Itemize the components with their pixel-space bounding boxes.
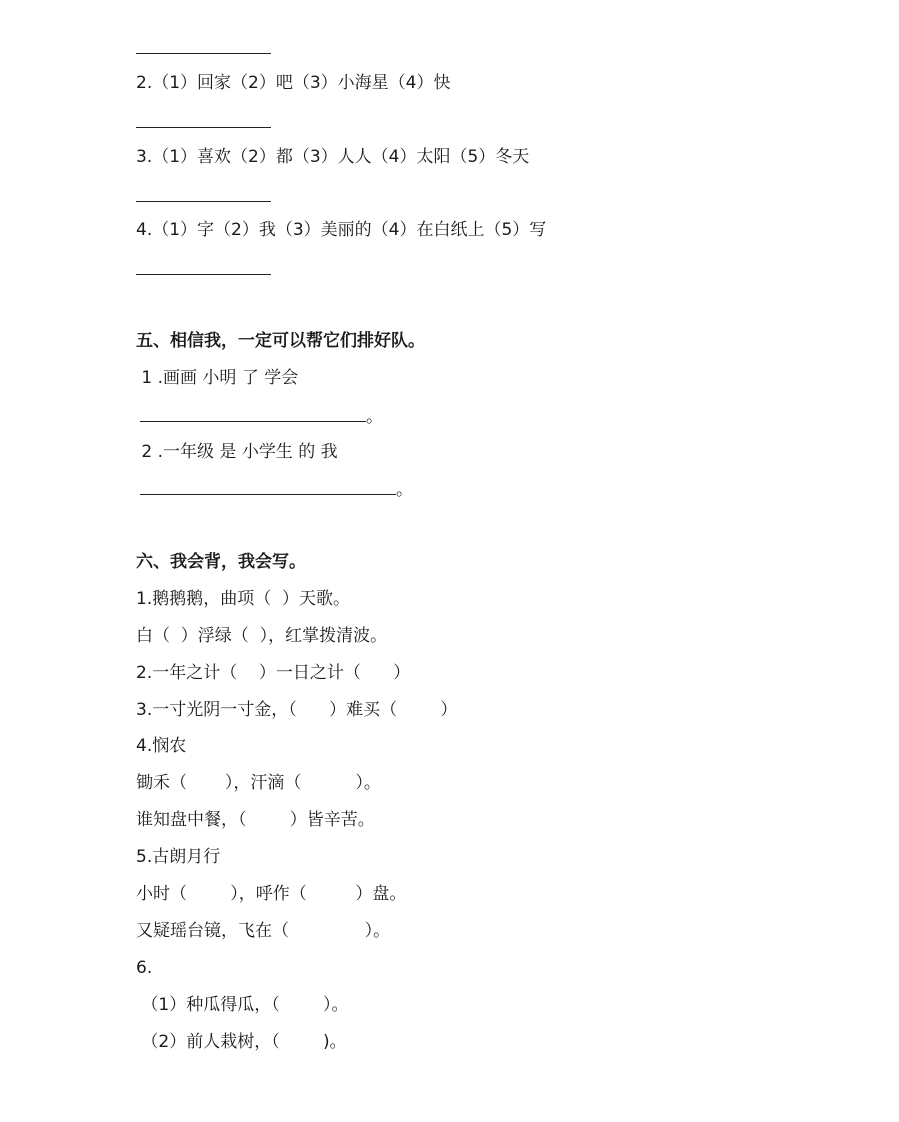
section5-heading: 五、相信我，一定可以帮它们排好队。	[136, 331, 425, 351]
section4-q2: 2.（1）回家（2）吧（3）小海星（4）快	[136, 73, 451, 93]
section4-q3: 3.（1）喜欢（2）都（3）人人（4）太阳（5）冬天	[136, 147, 530, 167]
section6-line: 4.悯农	[136, 736, 187, 756]
answer-line-1	[136, 53, 271, 54]
answer-line-3	[136, 201, 271, 202]
section6-line: 谁知盘中餐，（ ）皆辛苦。	[136, 810, 375, 830]
section5-q1-period: 。	[366, 407, 383, 427]
section5-q2: 2 .一年级 是 小学生 的 我	[136, 442, 338, 462]
section5-q1-answer-line	[140, 421, 366, 422]
section6-line: 又疑瑶台镜，飞在（ ）。	[136, 921, 391, 941]
section6-heading: 六、我会背，我会写。	[136, 552, 306, 572]
section6-line: 白（ ）浮绿（ ），红掌拨清波。	[136, 626, 388, 646]
section6-line: 2.一年之计（ ）一日之计（ ）	[136, 663, 411, 683]
section6-line: （1）种瓜得瓜，（ ）。	[136, 995, 349, 1015]
section5-q2-period: 。	[396, 480, 413, 500]
section6-line: 1.鹅鹅鹅，曲项（ ）天歌。	[136, 589, 351, 609]
answer-line-2	[136, 127, 271, 128]
section5-q1: 1 .画画 小明 了 学会	[136, 368, 299, 388]
section6-line: 3.一寸光阴一寸金，（ ）难买（ ）	[136, 700, 458, 720]
section6-line: 锄禾（ ），汗滴（ ）。	[136, 773, 381, 793]
section6-line: 小时（ ），呼作（ ）盘。	[136, 884, 407, 904]
answer-line-4	[136, 274, 271, 275]
section6-line: 6.	[136, 958, 153, 978]
section6-line: 5.古朗月行	[136, 847, 221, 867]
section6-line: （2）前人栽树，（ )。	[136, 1032, 347, 1052]
section4-q4: 4.（1）字（2）我（3）美丽的（4）在白纸上（5）写	[136, 220, 547, 240]
section5-q2-answer-line	[140, 494, 396, 495]
